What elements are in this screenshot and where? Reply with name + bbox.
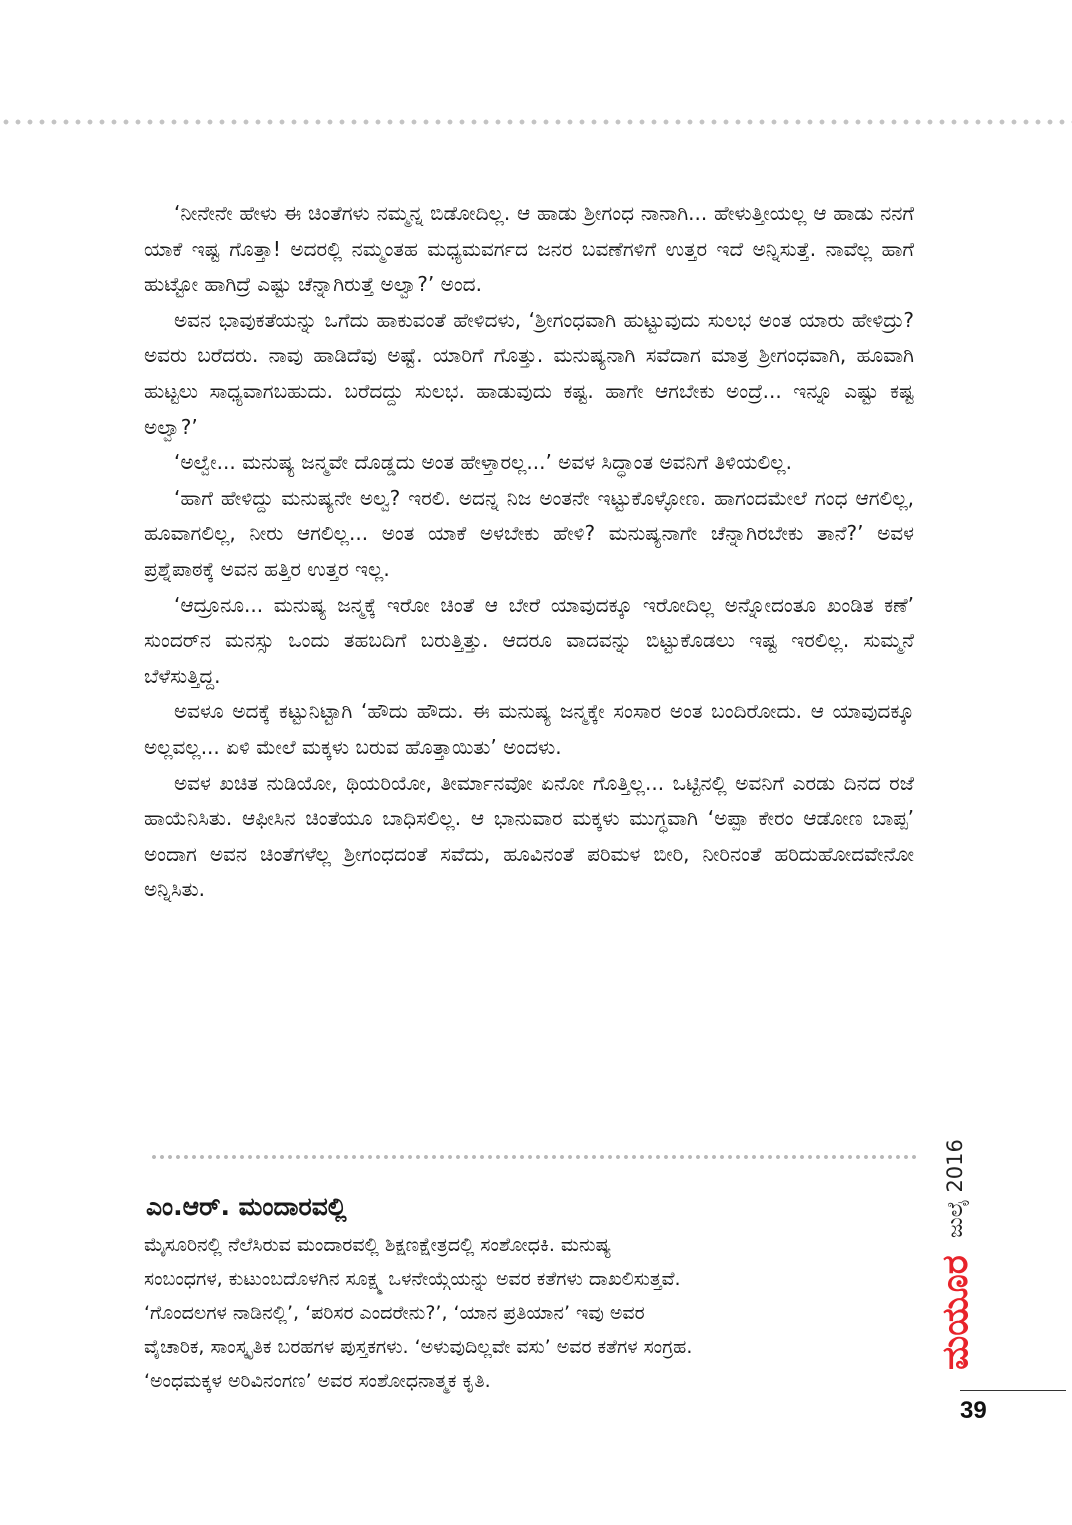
top-dotted-rule [0,118,1072,126]
story-paragraph: ‘ಹಾಗೆ ಹೇಳಿದ್ದು ಮನುಷ್ಯನೇ ಅಲ್ವ? ಇರಲಿ. ಅದನ್ನ ನಿಜ ಅಂತನೇ ಇಟ್ಟುಕೊಳ್ಳೋಣ. ಹಾಗಂದಮೇಲೆ ಗಂಧ ಆಗಲಿಲ್ಲ, ಹೂವಾಗಲಿಲ್ಲ, ನೀರು ಆಗಲಿಲ್ಲ... ಅಂತ ಯಾಕೆ ಅಳಬೇಕು ಹೇಳಿ? ಮನುಷ್ಯನಾಗೇ ಚೆನ್ನಾಗಿರಬೇಕು ತಾನೆ?’ ಅವಳ ಪ್ರಶ್ನೆಪಾಠಕ್ಕೆ ಅವನ ಹತ್ತಿರ ಉತ್ತರ ಇಲ್ಲ. [144,485,914,581]
author-bio-line: ವೈಚಾರಿಕ, ಸಾಂಸ್ಕೃತಿಕ ಬರಹಗಳ ಪುಸ್ತಕಗಳು. ‘ಅಳುವುದಿಲ್ಲವೇ ವಸು’ ಅವರ ಕತೆಗಳ ಸಂಗ್ರಹ. [144,1336,693,1358]
author-bio-line: ಸಂಬಂಧಗಳ, ಕುಟುಂಬದೊಳಗಿನ ಸೂಕ್ಷ್ಮ ಒಳನೇಯ್ಗೆಯನ್ನು ಅವರ ಕತೆಗಳು ದಾಖಲಿಸುತ್ತವೆ. [144,1268,681,1290]
story-paragraph: ಅವಳೂ ಅದಕ್ಕೆ ಕಟ್ಟುನಿಟ್ಟಾಗಿ ‘ಹೌದು ಹೌದು. ಈ ಮನುಷ್ಯ ಜನ್ಮಕ್ಕೇ ಸಂಸಾರ ಅಂತ ಬಂದಿರೋದು. ಆ ಯಾವುದಕ್ಕೂ ಅಲ್ಲವಲ್ಲ... ಏಳಿ ಮೇಲೆ ಮಕ್ಕಳು ಬರುವ ಹೊತ್ತಾಯಿತು’ ಅಂದಳು. [144,699,914,759]
story-paragraph: ಅವನ ಭಾವುಕತೆಯನ್ನು ಒಗೆದು ಹಾಕುವಂತೆ ಹೇಳಿದಳು, ‘ಶ್ರೀಗಂಧವಾಗಿ ಹುಟ್ಟುವುದು ಸುಲಭ ಅಂತ ಯಾರು ಹೇಳಿದ್ರು? ಅವರು ಬರೆದರು. ನಾವು ಹಾಡಿದೆವು ಅಷ್ಟೆ. ಯಾರಿಗೆ ಗೊತ್ತು. ಮನುಷ್ಯನಾಗಿ ಸವೆದಾಗ ಮಾತ್ರ ಶ್ರೀಗಂಧವಾಗಿ, ಹೂವಾಗಿ ಹುಟ್ಟಲು ಸಾಧ್ಯವಾಗಬಹುದು. ಬರೆದದ್ದು ಸುಲಭ. ಹಾಡುವುದು ಕಷ್ಟ. ಹಾಗೇ ಆಗಬೇಕು ಅಂದ್ರೆ... ಇನ್ನೂ ಎಷ್ಟು ಕಷ್ಟ ಅಲ್ವಾ?’ [144,307,914,439]
story-paragraph: ‘ಅಲ್ವೇ... ಮನುಷ್ಯ ಜನ್ಮವೇ ದೊಡ್ಡದು ಅಂತ ಹೇಳ್ತಾರಲ್ಲ...’ ಅವಳ ಸಿದ್ಧಾಂತ ಅವನಿಗೆ ತಿಳಿಯಲಿಲ್ಲ. [174,450,792,475]
author-bio-line: ‘ಅಂಧಮಕ್ಕಳ ಅರಿವಿನಂಗಣ’ ಅವರ ಸಂಶೋಧನಾತ್ಮಕ ಕೃತಿ. [144,1370,491,1392]
story-paragraph: ‘ನೀನೇನೇ ಹೇಳು ಈ ಚಿಂತೆಗಳು ನಮ್ಮನ್ನ ಬಿಡೋದಿಲ್ಲ. ಆ ಹಾಡು ಶ್ರೀಗಂಧ ನಾನಾಗಿ... ಹೇಳುತ್ತೀಯಲ್ಲ ಆ ಹಾಡು ನನಗೆ ಯಾಕೆ ಇಷ್ಟ ಗೊತ್ತಾ! ಅದರಲ್ಲಿ ನಮ್ಮಂತಹ ಮಧ್ಯಮವರ್ಗದ ಜನರ ಬವಣೆಗಳಿಗೆ ಉತ್ತರ ಇದೆ ಅನ್ನಿಸುತ್ತೆ. ನಾವೆಲ್ಲ ಹಾಗೆ ಹುಟ್ಟೋ ಹಾಗಿದ್ರೆ ಎಷ್ಟು ಚೆನ್ನಾಗಿರುತ್ತೆ ಅಲ್ವಾ?’ ಅಂದ. [144,201,914,297]
story-paragraph: ‘ಆದ್ರೂನೂ... ಮನುಷ್ಯ ಜನ್ಮಕ್ಕೆ ಇರೋ ಚಿಂತೆ ಆ ಬೇರೆ ಯಾವುದಕ್ಕೂ ಇರೋದಿಲ್ಲ ಅನ್ನೋದಂತೂ ಖಂಡಿತ ಕಣೆ’ ಸುಂದರ್‌ನ ಮನಸ್ಸು ಒಂದು ತಹಬದಿಗೆ ಬರುತ್ತಿತ್ತು. ಆದರೂ ವಾದವನ್ನು ಬಿಟ್ಟುಕೊಡಲು ಇಷ್ಟ ಇರಲಿಲ್ಲ. ಸುಮ್ಮನೆ ಬೆಳೆಸುತ್ತಿದ್ದ. [144,592,914,688]
author-bio [144,1228,914,1398]
issue-date: ಜುಲೈ 2016 [943,1139,967,1238]
story-text [144,196,914,908]
author-divider [150,1154,916,1160]
page-number-rule [960,1390,1066,1391]
page-number: 39 [960,1397,987,1424]
author-bio-line: ಮೈಸೂರಿನಲ್ಲಿ ನೆಲೆಸಿರುವ ಮಂದಾರವಲ್ಲಿ ಶಿಕ್ಷಣಕ್ಷೇತ್ರದಲ್ಲಿ ಸಂಶೋಧಕಿ. ಮನುಷ್ಯ [144,1234,612,1256]
magazine-logo: ಮಯೂರ [935,1255,976,1371]
story-paragraph: ಅವಳ ಖಚಿತ ನುಡಿಯೋ, ಥಿಯರಿಯೋ, ತೀರ್ಮಾನವೋ ಏನೋ ಗೊತ್ತಿಲ್ಲ... ಒಟ್ಟಿನಲ್ಲಿ ಅವನಿಗೆ ಎರಡು ದಿನದ ರಜೆ ಹಾಯೆನಿಸಿತು. ಆಫೀಸಿನ ಚಿಂತೆಯೂ ಬಾಧಿಸಲಿಲ್ಲ. ಆ ಭಾನುವಾರ ಮಕ್ಕಳು ಮುಗ್ಧವಾಗಿ ‘ಅಪ್ಪಾ ಕೇರಂ ಆಡೋಣ ಬಾಪ್ಪ’ ಅಂದಾಗ ಅವನ ಚಿಂತೆಗಳೆಲ್ಲ ಶ್ರೀಗಂಧದಂತೆ ಸವೆದು, ಹೂವಿನಂತೆ ಪರಿಮಳ ಬೀರಿ, ನೀರಿನಂತೆ ಹರಿದುಹೋದವೇನೋ ಅನ್ನಿಸಿತು. [144,770,914,902]
author-bio-line: ‘ಗೊಂದಲಗಳ ನಾಡಿನಲ್ಲಿ’, ‘ಪರಿಸರ ಎಂದರೇನು?’, ‘ಯಾನ ಪ್ರತಿಯಾನ’ ಇವು ಅವರ [144,1302,645,1324]
author-name: ಎಂ.ಆರ್. ಮಂದಾರವಲ್ಲಿ [146,1192,347,1221]
